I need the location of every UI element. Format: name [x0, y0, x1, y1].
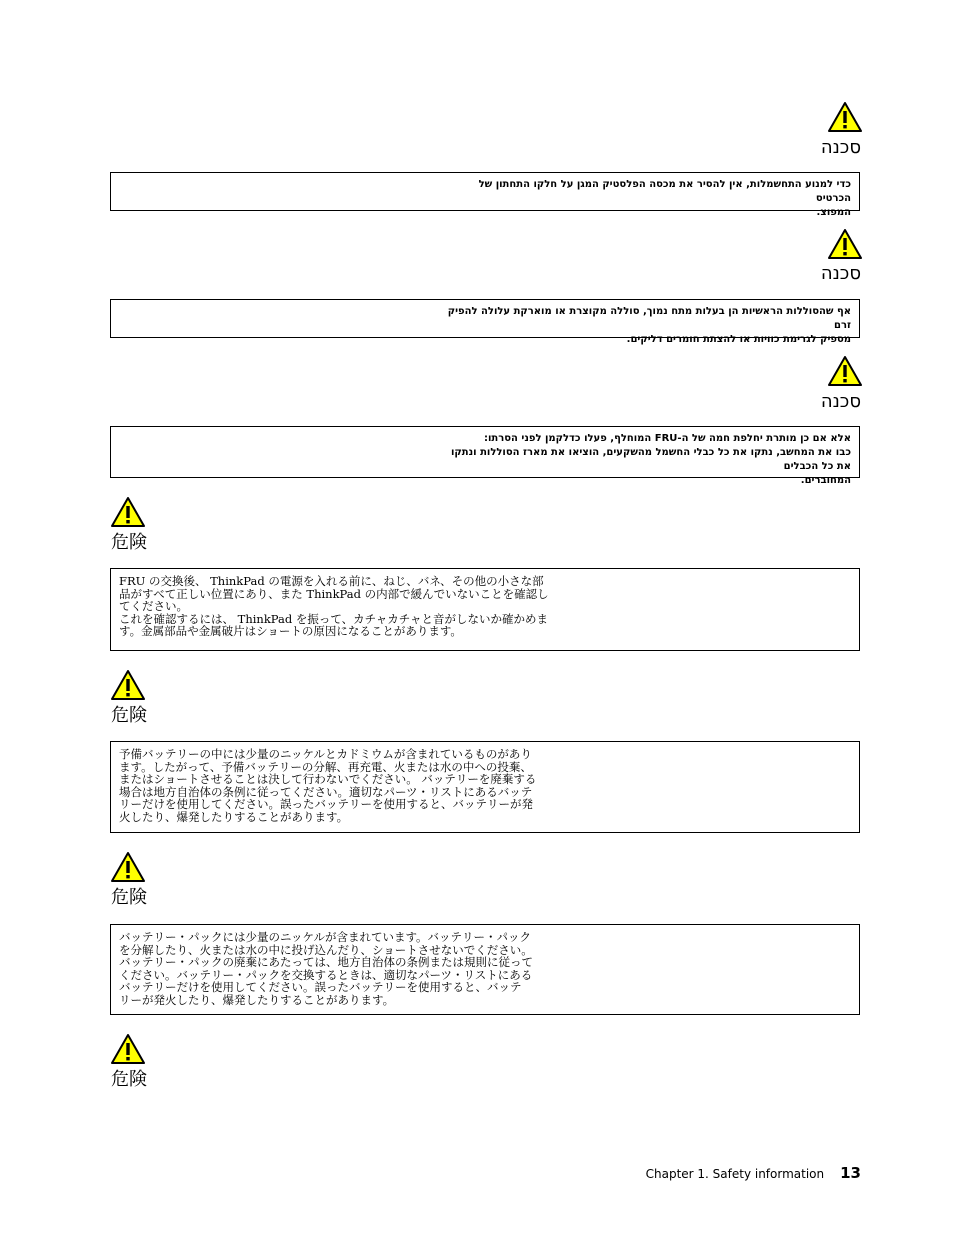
danger-title: 危険	[111, 532, 147, 553]
danger-title: סכנה	[820, 137, 861, 158]
warning-text-line: כדי למנוע התחשמלות, אין להסיר את מכסה הפלסטיק המגן על חלקו התחתון של הכרטיס	[478, 179, 851, 204]
warning-text-line: המפוצ.	[816, 207, 851, 218]
warning-box	[110, 172, 860, 218]
warning-text-line: バッテリー・パックの廃棄にあたっては、地方自治体の条例または規則に従って	[119, 955, 533, 969]
danger-title: 危険	[111, 705, 147, 726]
warning-text-line: す。金属部品や金属破片はショートの原因になることがあります。	[119, 624, 462, 638]
danger-title: סכנה	[820, 263, 861, 284]
warning-text-line: を分解したり、火または水の中に投げ込んだり、ショートさせないでください。	[119, 942, 533, 957]
warning-box	[110, 299, 860, 345]
warning-triangle-icon	[827, 355, 863, 387]
warning-triangle-icon	[827, 228, 863, 260]
warning-text-line: מספיק לגרימת כוויות או להצתת חומרים דליקים.	[626, 334, 851, 345]
danger-title: סכנה	[820, 391, 861, 412]
warning-text-line: המחוברים.	[800, 475, 851, 486]
warning-triangle-icon	[827, 101, 863, 133]
warning-text-line: 火したり、爆発したりすることがあります。	[119, 809, 349, 824]
warning-box	[110, 426, 860, 486]
warning-text-line: バッテリーだけを使用してください。誤ったバッテリーを使用すると、バッテ	[119, 980, 522, 994]
warning-triangle-icon	[110, 669, 146, 701]
warning-text-line: てください。	[119, 599, 188, 613]
warning-text-line: כבו את המחשב, נתקו את כל כבלי החשמל מהשקעים, הוציאו את מארז הסוללות ונתקו את כל הכבלים	[451, 447, 851, 472]
warning-text-line: FRU の交換後、 ThinkPad の電源を入れる前に、ねじ、バネ、その他の小さな部	[119, 574, 544, 588]
page-number: 13	[840, 1164, 861, 1182]
warning-box	[110, 924, 860, 1015]
warning-triangle-icon	[110, 496, 146, 528]
warning-box	[110, 568, 860, 651]
chapter-title: Chapter 1. Safety information	[645, 1167, 825, 1181]
warning-box	[110, 741, 860, 833]
warning-text-line: 場合は地方自治体の条例に従ってください。適切なパーツ・リストにあるバッテ	[119, 784, 533, 799]
warning-text-line: これを確認するには、 ThinkPad を振って、カチャカチャと音がしないか確かめま	[119, 611, 548, 626]
warning-text-line: またはショートさせることは決して行わないでください。 バッテリーを廃棄する	[119, 772, 537, 786]
warning-text-line: バッテリー・パックには少量のニッケルが含まれています。バッテリー・パック	[119, 930, 532, 944]
warning-triangle-icon	[110, 851, 146, 883]
warning-text-line: リーが発火したり、爆発したりすることがあります。	[119, 992, 395, 1007]
page-footer	[646, 1164, 861, 1182]
warning-text-line: 予備バッテリーの中には少量のニッケルとカドミウムが含まれているものがあり	[119, 747, 532, 761]
warning-text-line: 品がすべて正しい位置にあり、また ThinkPad の内部で緩んでいないことを確認し	[119, 586, 549, 601]
danger-title: 危険	[111, 887, 147, 908]
warning-text-line: אלא אם כן מותרת יחלפת חמה של ה-FRU המוחלף, פעלו כדלקמן לפני הסרתו:	[483, 433, 851, 444]
warning-text-line: ください。バッテリー・パックを交換するときは、適切なパーツ・リストにある	[119, 967, 533, 982]
warning-text-line: リーだけを使用してください。誤ったバッテリーを使用すると、バッテリーが発	[119, 797, 533, 811]
danger-title: 危険	[111, 1069, 147, 1090]
warning-text-line: אף שהסוללות הראשיות הן בעלות מתח נמוך, סוללה מקוצרת או מוארקת עלולה להפיק זרם	[447, 306, 851, 331]
warning-triangle-icon	[110, 1033, 146, 1065]
warning-text-line: ます。したがって、予備バッテリーの分解、再充電、火または水の中への投棄、	[119, 759, 532, 774]
